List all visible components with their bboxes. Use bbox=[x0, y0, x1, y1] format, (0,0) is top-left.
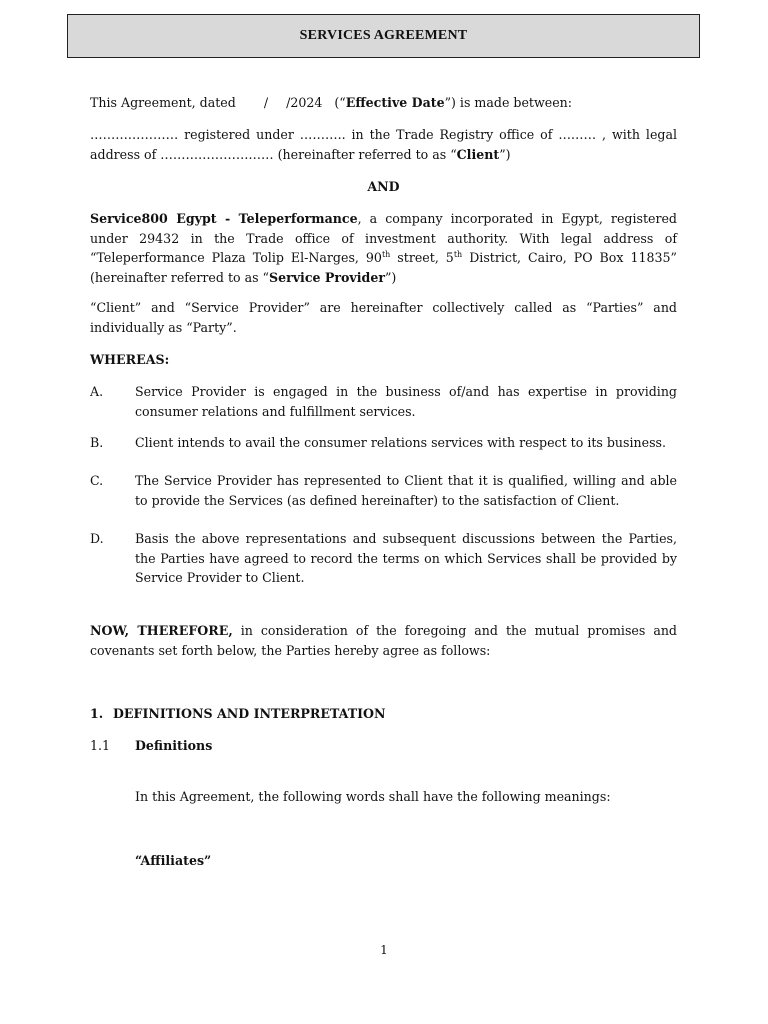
intro-open: (“ bbox=[334, 95, 346, 110]
section-1-number bbox=[90, 704, 103, 724]
section-1-1-heading-text: Definitions bbox=[135, 738, 213, 753]
recital-text-d: Basis the above representations and subsequent discussions between the Parties, the Parties have agreed to record the terms on which Services shall be provided by Service Provider to Client. bbox=[135, 531, 677, 585]
whereas-heading bbox=[90, 350, 677, 370]
client-close: ”) bbox=[499, 146, 511, 162]
section-1-number-text: 1. bbox=[90, 706, 104, 721]
recital-label-b: B. bbox=[90, 435, 104, 450]
recital-text-b: Client intends to avail the consumer relations services with respect to its business. bbox=[135, 435, 667, 450]
whereas-text: WHEREAS: bbox=[90, 352, 170, 367]
provider-text-2: street, 5 bbox=[390, 250, 454, 265]
service-provider-term: Service Provider bbox=[269, 269, 385, 285]
recital-text-a: Service Provider is engaged in the business of/and has expertise in providing consumer relations and fulfillment services. bbox=[135, 384, 677, 419]
recital-text-c: The Service Provider has represented to Client that it is qualified, willing and able to provide the Services (as defined hereinafter) to the satisfaction of Client. bbox=[135, 473, 677, 508]
definitions-intro: In this Agreement, the following words shall have the following meanings: bbox=[135, 789, 611, 804]
recital-label-c: C. bbox=[90, 473, 104, 488]
now-therefore-bold: NOW, THEREFORE, bbox=[90, 623, 233, 638]
provider-paragraph bbox=[90, 209, 677, 287]
provider-sup-1: th bbox=[381, 249, 391, 259]
and-text: AND bbox=[367, 179, 400, 194]
recital-label-d: D. bbox=[90, 531, 104, 546]
section-1-1-number: 1.1 bbox=[90, 738, 111, 753]
intro-date-blank: / /2024 bbox=[263, 95, 323, 110]
document-title: SERVICES AGREEMENT bbox=[299, 28, 468, 43]
provider-close: ”) bbox=[384, 269, 397, 285]
provider-text-1: , a company incorporated in Egypt, registered under 29432 in the Trade office of investment authority. With legal address of “Teleperformance Plaza Tolip El-Narges, 90 bbox=[90, 211, 677, 265]
intro-prefix: This Agreement, dated bbox=[90, 95, 236, 110]
effective-date-term: Effective Date bbox=[345, 95, 445, 110]
parties-paragraph: “Client” and “Service Provider” are hereinafter collectively called as “Parties” and individually as “Party”. bbox=[90, 300, 677, 335]
page-number: 1 bbox=[380, 943, 388, 957]
title-box bbox=[67, 14, 700, 58]
section-1-heading-text: DEFINITIONS AND INTERPRETATION bbox=[113, 706, 386, 721]
now-therefore-paragraph bbox=[90, 621, 677, 660]
affiliates-term: “Affiliates” bbox=[135, 853, 212, 868]
provider-name: Service800 Egypt - Teleperformance bbox=[90, 211, 358, 226]
intro-close: ”) is made between: bbox=[444, 95, 573, 110]
provider-sup-2: th bbox=[453, 249, 463, 259]
and-label bbox=[90, 177, 677, 197]
now-therefore-text: in consideration of the foregoing and the mutual promises and covenants set forth below, the Parties hereby agree as follows: bbox=[90, 623, 677, 658]
intro-paragraph bbox=[90, 93, 677, 113]
client-text: ………………… registered under ……….. in the Trade Registry office of ……… , with legal address of ……………………… (hereinafter referred to as “ bbox=[90, 127, 677, 162]
provider-text-3: District, Cairo, PO Box 11835” (hereinafter referred to as “ bbox=[90, 250, 677, 285]
section-1-heading bbox=[113, 704, 385, 724]
first-defined-term bbox=[135, 851, 677, 871]
client-term: Client bbox=[456, 146, 500, 162]
section-1-1-heading bbox=[135, 736, 212, 756]
client-paragraph bbox=[90, 125, 677, 164]
recital-label-a: A. bbox=[90, 384, 104, 399]
